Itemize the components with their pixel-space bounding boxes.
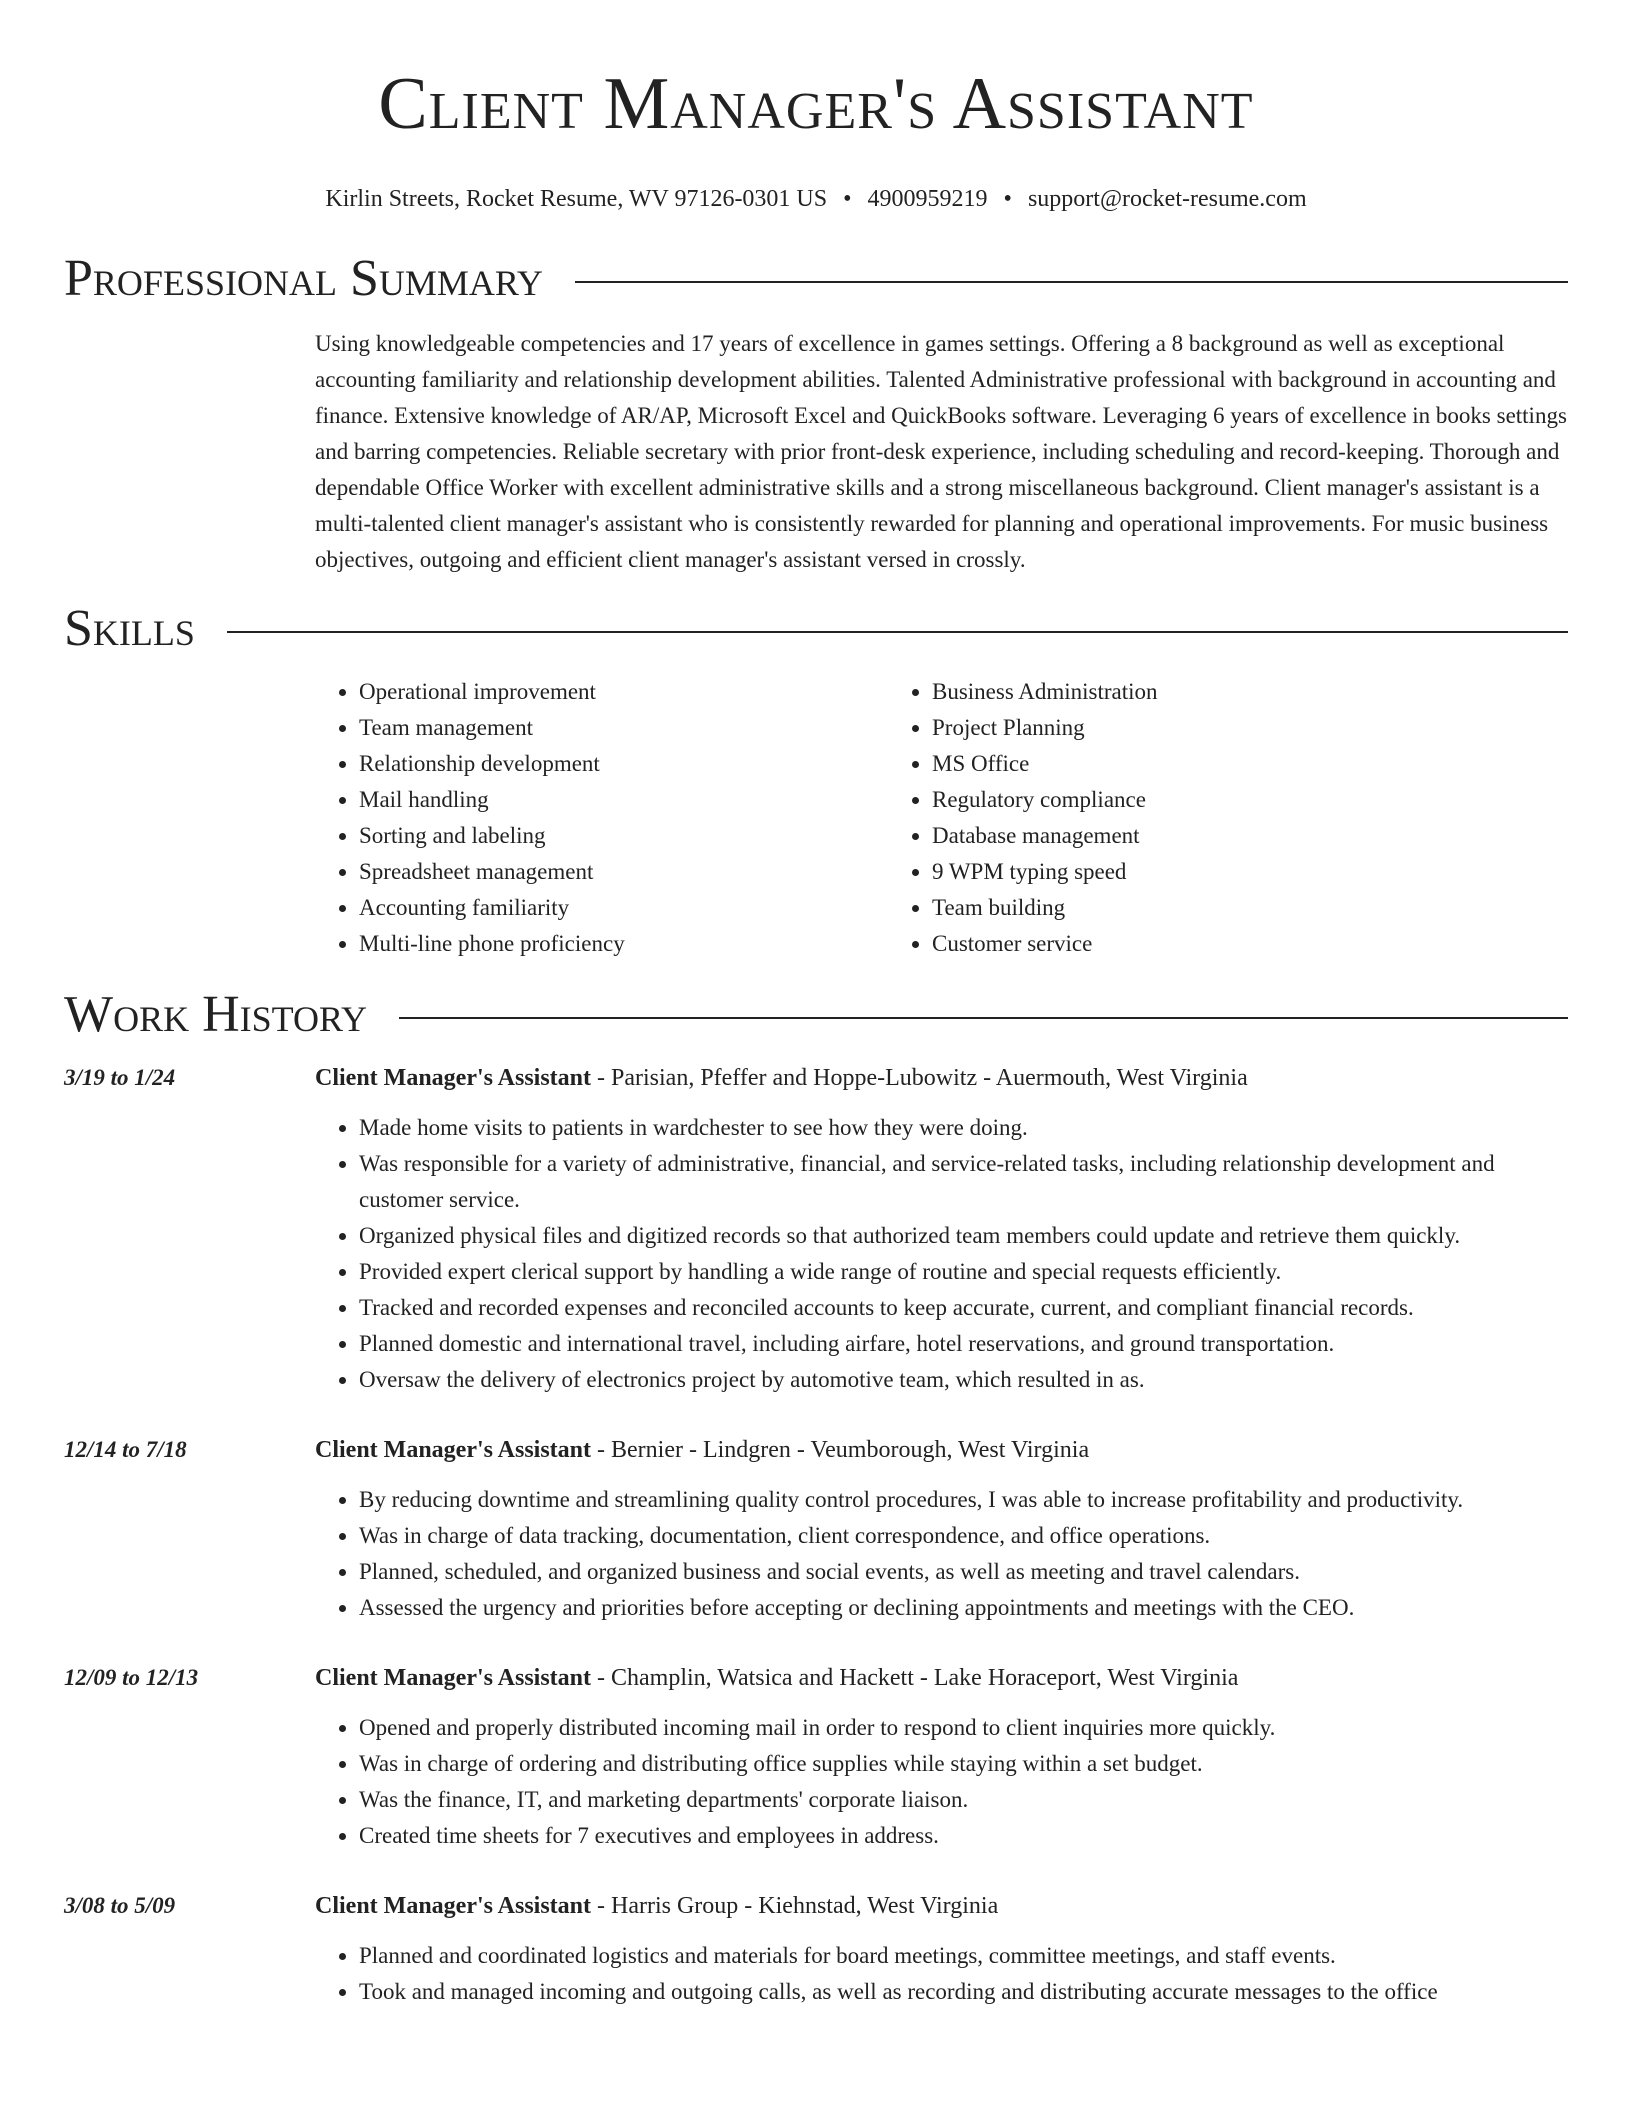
job-bullet: • Planned, scheduled, and organized business and social events, as well as meeting and travel calendars. bbox=[359, 1554, 1568, 1590]
section-divider bbox=[399, 1017, 1568, 1019]
job-bullet: • Oversaw the delivery of electronics project by automotive team, which resulted in as. bbox=[359, 1362, 1568, 1398]
candidate-name: Client Manager's Assistant bbox=[378, 63, 1254, 145]
contact-separator: • bbox=[843, 186, 852, 212]
contact-separator: • bbox=[1003, 186, 1012, 212]
job-dates: 3/08 to 5/09 bbox=[64, 1893, 176, 1918]
job-body bbox=[315, 1432, 1568, 1626]
job-bullet: • Took and managed incoming and outgoing calls, as well as recording and distributing accurate messages to the office bbox=[359, 1974, 1568, 2010]
work-heading: Work History bbox=[64, 986, 368, 1043]
job-bullets bbox=[315, 1710, 1568, 1854]
job-bullet: • Was the finance, IT, and marketing departments' corporate liaison. bbox=[359, 1782, 1568, 1818]
job-employer: - Bernier - Lindgren - Veumborough, West Virginia bbox=[591, 1437, 1090, 1463]
skill-item: • Project Planning bbox=[932, 710, 1461, 746]
job-bullets bbox=[315, 1110, 1568, 1398]
job-bullet: • Made home visits to patients in wardchester to see how they were doing. bbox=[359, 1110, 1568, 1146]
job-entry bbox=[64, 1432, 1568, 1626]
job-employer: - Parisian, Pfeffer and Hoppe-Lubowitz - Auermouth, West Virginia bbox=[591, 1065, 1248, 1091]
job-employer: - Harris Group - Kiehnstad, West Virginia bbox=[591, 1893, 999, 1919]
job-bullet: • Was responsible for a variety of administrative, financial, and service-related tasks, including relationship development and customer service. bbox=[359, 1146, 1568, 1218]
job-body bbox=[315, 1060, 1568, 1398]
job-body bbox=[315, 1888, 1568, 2010]
skill-item: • Relationship development bbox=[359, 746, 888, 782]
job-employer: - Champlin, Watsica and Hackett - Lake Horaceport, West Virginia bbox=[591, 1665, 1239, 1691]
skills-heading: Skills bbox=[64, 600, 195, 657]
job-dates: 12/14 to 7/18 bbox=[64, 1437, 187, 1462]
job-title-line bbox=[315, 1660, 1568, 1696]
job-role: Client Manager's Assistant bbox=[315, 1665, 591, 1691]
skill-item: • MS Office bbox=[932, 746, 1461, 782]
skill-item: • Multi-line phone proficiency bbox=[359, 926, 888, 962]
skill-item: • Database management bbox=[932, 818, 1461, 854]
work-history-list bbox=[64, 1060, 1568, 2010]
job-bullet: • Assessed the urgency and priorities before accepting or declining appointments and meetings with the CEO. bbox=[359, 1590, 1568, 1626]
contact-line bbox=[64, 184, 1568, 214]
job-bullet: • Organized physical files and digitized records so that authorized team members could update and retrieve them quickly. bbox=[359, 1218, 1568, 1254]
summary-heading: Professional Summary bbox=[64, 250, 543, 307]
contact-email: support@rocket-resume.com bbox=[1027, 186, 1307, 212]
job-bullet: • Was in charge of data tracking, documentation, client correspondence, and office operations. bbox=[359, 1518, 1568, 1554]
job-entry bbox=[64, 1060, 1568, 1398]
section-divider bbox=[227, 631, 1568, 633]
summary-section-header bbox=[64, 248, 1568, 310]
contact-phone: 4900959219 bbox=[867, 186, 988, 212]
skill-item: • Team building bbox=[932, 890, 1461, 926]
skills-list-right bbox=[888, 674, 1461, 962]
job-role: Client Manager's Assistant bbox=[315, 1437, 591, 1463]
summary-text: Using knowledgeable competencies and 17 years of excellence in games settings. Offering a 8 background as well as exceptional accounting familiarity and relationship development abilities. Talented Administrative professional with background in accounting and finance. Extensive knowledge of AR/AP, Microsoft Excel and QuickBooks software. Leveraging 6 years of excellence in books settings and barring competencies. Reliable secretary with prior front-desk experience, including scheduling and record-keeping. Thorough and dependable Office Worker with excellent administrative skills and a strong miscellaneous background. Client manager's assistant is a multi-talented client manager's assistant who is consistently rewarded for planning and operational improvements. For music business objectives, outgoing and efficient client manager's assistant versed in crossly. bbox=[315, 331, 1567, 572]
job-entry bbox=[64, 1888, 1568, 2010]
job-bullet: • Tracked and recorded expenses and reconciled accounts to keep accurate, current, and compliant financial records. bbox=[359, 1290, 1568, 1326]
work-section-header bbox=[64, 984, 1568, 1046]
skill-item: • Operational improvement bbox=[359, 674, 888, 710]
job-dates: 12/09 to 12/13 bbox=[64, 1665, 199, 1690]
skill-item: • Customer service bbox=[932, 926, 1461, 962]
job-role: Client Manager's Assistant bbox=[315, 1065, 591, 1091]
job-bullet: • Provided expert clerical support by handling a wide range of routine and special requests efficiently. bbox=[359, 1254, 1568, 1290]
job-bullet: • Planned and coordinated logistics and materials for board meetings, committee meetings, and staff events. bbox=[359, 1938, 1568, 1974]
skill-item: • Sorting and labeling bbox=[359, 818, 888, 854]
skill-item: • Regulatory compliance bbox=[932, 782, 1461, 818]
skill-item: • 9 WPM typing speed bbox=[932, 854, 1461, 890]
job-dates: 3/19 to 1/24 bbox=[64, 1065, 176, 1090]
job-bullet: • By reducing downtime and streamlining quality control procedures, I was able to increase profitability and productivity. bbox=[359, 1482, 1568, 1518]
job-bullet: • Opened and properly distributed incoming mail in order to respond to client inquiries more quickly. bbox=[359, 1710, 1568, 1746]
job-title-line bbox=[315, 1060, 1568, 1096]
job-bullets bbox=[315, 1482, 1568, 1626]
job-bullet: • Created time sheets for 7 executives and employees in address. bbox=[359, 1818, 1568, 1854]
job-entry bbox=[64, 1660, 1568, 1854]
job-bullet: • Was in charge of ordering and distributing office supplies while staying within a set budget. bbox=[359, 1746, 1568, 1782]
skill-item: • Mail handling bbox=[359, 782, 888, 818]
job-title-line bbox=[315, 1888, 1568, 1924]
skills-list-left bbox=[315, 674, 888, 962]
job-bullets bbox=[315, 1938, 1568, 2010]
job-title-line bbox=[315, 1432, 1568, 1468]
contact-address: Kirlin Streets, Rocket Resume, WV 97126-0301 US bbox=[325, 186, 828, 212]
job-body bbox=[315, 1660, 1568, 1854]
job-bullet: • Planned domestic and international travel, including airfare, hotel reservations, and ground transportation. bbox=[359, 1326, 1568, 1362]
skill-item: • Business Administration bbox=[932, 674, 1461, 710]
skills-columns bbox=[315, 674, 1568, 962]
section-divider bbox=[575, 281, 1568, 283]
skill-item: • Spreadsheet management bbox=[359, 854, 888, 890]
skills-section-header bbox=[64, 598, 1568, 660]
skill-item: • Team management bbox=[359, 710, 888, 746]
job-role: Client Manager's Assistant bbox=[315, 1893, 591, 1919]
skill-item: • Accounting familiarity bbox=[359, 890, 888, 926]
